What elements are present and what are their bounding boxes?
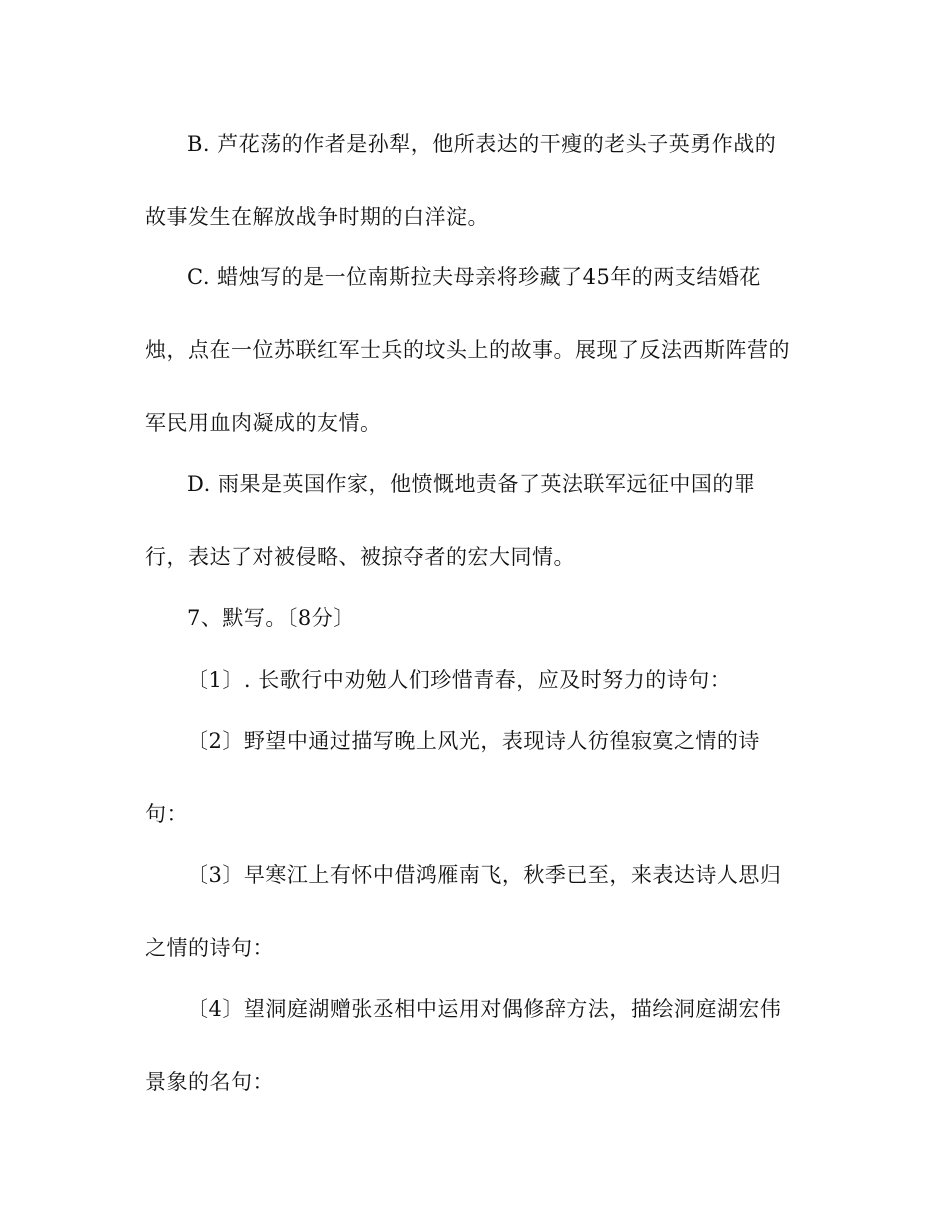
option-b-line-2: 故事发生在解放战争时期的白洋淀。 <box>145 205 489 229</box>
item-2-line-1: 〔2〕野望中通过描写晚上风光，表现诗人彷徨寂寞之情的诗 <box>187 729 760 753</box>
option-d-line-1: D. 雨果是英国作家，他愤慨地责备了英法联军远征中国的罪 <box>187 472 756 496</box>
item-3-line-1: 〔3〕早寒江上有怀中借鸿雁南飞，秋季已至，来表达诗人思归 <box>187 863 782 887</box>
option-c-line-2: 烛，点在一位苏联红军士兵的坟头上的故事。展现了反法西斯阵营的 <box>145 338 790 362</box>
item-2-line-2: 句： <box>145 802 188 826</box>
item-3-line-2: 之情的诗句： <box>145 936 274 960</box>
option-c-line-3: 军民用血肉凝成的友情。 <box>145 411 382 435</box>
item-4-line-1: 〔4〕望洞庭湖赠张丞相中运用对偶修辞方法，描绘洞庭湖宏伟 <box>187 997 782 1021</box>
option-d-line-2: 行，表达了对被侵略、被掠夺者的宏大同情。 <box>145 545 575 569</box>
option-b-line-1: B. 芦花荡的作者是孙犁，他所表达的干瘦的老头子英勇作战的 <box>187 132 777 156</box>
question-7-heading: 7、默写。〔8分〕 <box>187 606 355 630</box>
item-1-line-1: 〔1〕. 长歌行中劝勉人们珍惜青春，应及时努力的诗句： <box>187 668 732 692</box>
item-4-line-2: 景象的名句： <box>145 1070 274 1094</box>
option-c-line-1: C. 蜡烛写的是一位南斯拉夫母亲将珍藏了45年的两支结婚花 <box>187 265 761 289</box>
